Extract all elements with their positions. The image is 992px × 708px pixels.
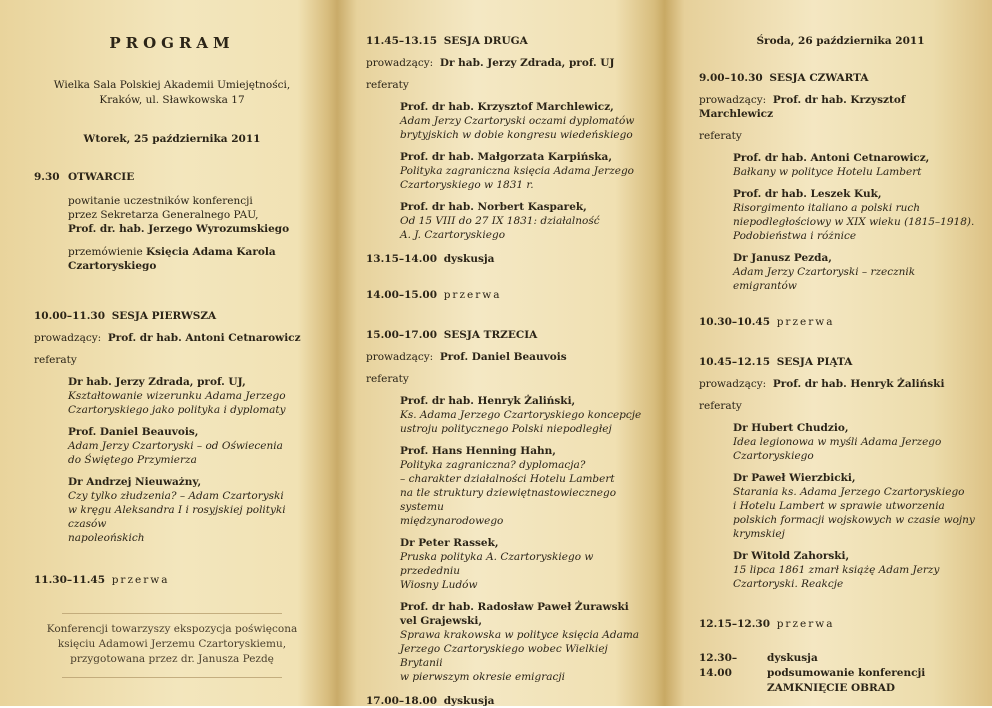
session2-heading: 11.45–13.15 SESJA DRUGA bbox=[366, 35, 528, 47]
talk-item: Dr Hubert Chudzio, Idea legionowa w myśli Adama Jerzego Czartoryskiego bbox=[733, 422, 942, 462]
session5-heading: 10.45–12.15 SESJA PIĄTA bbox=[699, 356, 853, 368]
panel-right bbox=[661, 0, 992, 706]
venue-line: Kraków, ul. Sławkowska 17 bbox=[99, 94, 245, 106]
talk-item: Prof. dr hab. Krzysztof Marchlewicz, Adam Jerzy Czartoryski oczami dyplomatów brytyjskich w dobie kongresu wiedeńskiego bbox=[400, 101, 635, 141]
venue bbox=[34, 78, 310, 108]
day1-date: Wtorek, 25 października 2011 bbox=[83, 133, 261, 145]
session1-heading: 10.00–11.30 SESJA PIERWSZA bbox=[34, 310, 217, 322]
session5-moderator: prowadzący: Prof. dr hab. Henryk Żaliński bbox=[699, 378, 945, 390]
session4-ref-label: referaty bbox=[699, 130, 742, 142]
discussion-2: 17.00–18.00 dyskusja bbox=[366, 695, 495, 707]
talk-item: Prof. dr hab. Małgorzata Karpińska, Polityka zagraniczna księcia Adama Jerzego Czartoryskiego w 1831 r. bbox=[400, 151, 634, 191]
discussion-1: 13.15–14.00 dyskusja bbox=[366, 253, 495, 265]
session3-ref-label: referaty bbox=[366, 373, 409, 385]
session1-moderator: prowadzący: Prof. dr hab. Antoni Cetnarowicz bbox=[34, 332, 301, 344]
talk-item: Prof. dr hab. Antoni Cetnarowicz, Bałkany w polityce Hotelu Lambert bbox=[733, 152, 930, 178]
talk-item: Dr Peter Rassek, Pruska polityka A. Czartoryskiego w przededniu Wiosny Ludów bbox=[400, 537, 594, 591]
session5-ref-label: referaty bbox=[699, 400, 742, 412]
panel-middle bbox=[330, 0, 661, 706]
speech: przemówienie Księcia Adama Karola Czartoryskiego bbox=[68, 246, 276, 272]
talk-item: Dr hab. Jerzy Zdrada, prof. UJ, Kształtowanie wizerunku Adama Jerzego Czartoryskiego jako polityka i dyplomaty bbox=[68, 376, 286, 416]
session3-moderator: prowadzący: Prof. Daniel Beauvois bbox=[366, 351, 567, 363]
welcome: powitanie uczestników konferencji przez Sekretarza Generalnego PAU, Prof. dr. hab. Jerzego Wyrozumskiego bbox=[68, 195, 290, 235]
opening-heading: 9.30 OTWARCIE bbox=[34, 171, 135, 183]
talk-item: Prof. dr hab. Leszek Kuk, Risorgimento italiano a polski ruch niepodległościowy w XIX wieku (1815–1918). Podobieństwa i różnice bbox=[733, 188, 975, 242]
talk-item: Prof. dr hab. Henryk Żaliński, Ks. Adama Jerzego Czartoryskiego koncepcje ustroju politycznego Polski niepodległej bbox=[400, 395, 642, 435]
day2-date: Środa, 26 października 2011 bbox=[756, 35, 925, 47]
session2-moderator: prowadzący: Dr hab. Jerzy Zdrada, prof. UJ bbox=[366, 57, 615, 69]
talk-item: Prof. Daniel Beauvois, Adam Jerzy Czartoryski – od Oświecenia do Świętego Przymierza bbox=[68, 426, 283, 466]
panel-left bbox=[0, 0, 330, 706]
talk-item: Dr Paweł Wierzbicki, Starania ks. Adama Jerzego Czartoryskiego i Hotelu Lambert w sprawie utworzenia polskich formacji wojskowych w czasie wojny krymskiej bbox=[733, 472, 975, 540]
talk-item: Dr Andrzej Nieuważny, Czy tylko złudzenia? – Adam Czartoryski w kręgu Aleksandra I i rosyjskiej polityki czasów napoleońskich bbox=[68, 476, 286, 544]
session2-ref-label: referaty bbox=[366, 79, 409, 91]
program-title: PROGRAM bbox=[109, 34, 235, 52]
break-1: 11.30–11.45 przerwa bbox=[34, 574, 170, 586]
divider bbox=[62, 613, 282, 614]
talk-item: Prof. Hans Henning Hahn, Polityka zagraniczna? dyplomacja? – charakter działalności Hotelu Lambert na tle struktury dziewiętnastowiecznego systemu międzynarodowego bbox=[400, 445, 617, 527]
session1-ref-label: referaty bbox=[34, 354, 77, 366]
talk-item: Dr Witold Zahorski, 15 lipca 1861 zmarł książę Adam Jerzy Czartoryski. Reakcje bbox=[733, 550, 940, 590]
divider bbox=[62, 677, 282, 678]
session4-heading: 9.00–10.30 SESJA CZWARTA bbox=[699, 72, 869, 84]
break-3: 10.30–10.45 przerwa bbox=[699, 316, 835, 328]
session4-moderator: prowadzący: Prof. dr hab. Krzysztof Marchlewicz bbox=[699, 94, 906, 120]
session3-heading: 15.00–17.00 SESJA TRZECIA bbox=[366, 329, 538, 341]
closing-block: 12.30–14.00 dyskusja podsumowanie konferencji ZAMKNIĘCIE OBRAD bbox=[699, 652, 926, 694]
break-2: 14.00–15.00 przerwa bbox=[366, 289, 502, 301]
talk-item: Prof. dr hab. Radosław Paweł Żurawski vel Grajewski, Sprawa krakowska w polityce księcia Adama Jerzego Czartoryskiego wobec Wielkiej Brytanii w pierwszym okresie emigracji bbox=[400, 601, 640, 683]
talk-item: Prof. dr hab. Norbert Kasparek, Od 15 VIII do 27 IX 1831: działalność A. J. Czartoryskiego bbox=[400, 201, 600, 241]
break-4: 12.15–12.30 przerwa bbox=[699, 618, 835, 630]
exhibition-note: Konferencji towarzyszy ekspozycja poświęcona księciu Adamowi Jerzemu Czartoryskiemu, przygotowana przez dr. Janusza Pezdę bbox=[46, 623, 298, 665]
venue-line: Wielka Sala Polskiej Akademii Umiejętności, bbox=[53, 79, 291, 91]
talk-item: Dr Janusz Pezda, Adam Jerzy Czartoryski – rzecznik emigrantów bbox=[733, 252, 916, 292]
